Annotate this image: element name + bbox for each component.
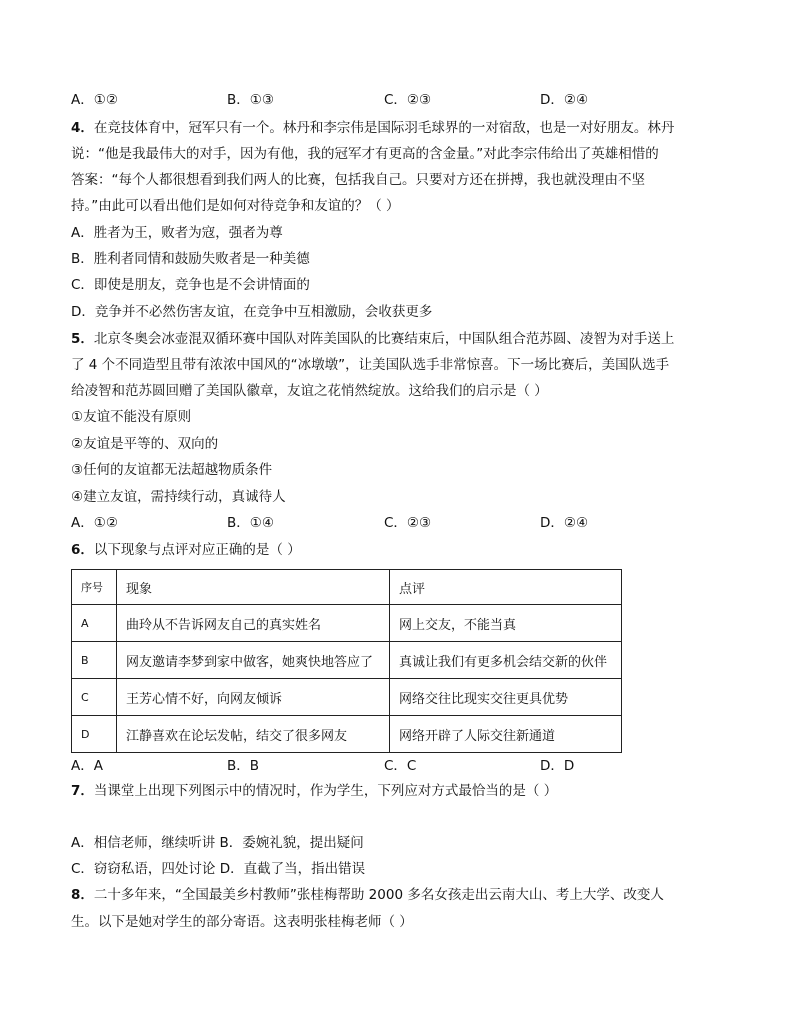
q8-number: 8．: [71, 887, 94, 903]
q6-option-a[interactable]: A．A: [71, 758, 103, 774]
header-cell-number: 序号: [72, 570, 117, 605]
row-phenomenon: 曲玲从不告诉网友自己的真实姓名: [117, 605, 390, 642]
q8-stem-line-2: 生。以下是她对学生的部分寄语。这表明张桂梅老师（ ）: [71, 914, 413, 930]
header-cell-comment: 点评: [390, 570, 622, 605]
q4-stem-line-3: 答案：“每个人都很想看到我们两人的比赛，包括我自己。只要对方还在拼搏，我也就没理由不坚: [71, 172, 645, 188]
row-label: C: [72, 679, 117, 716]
row-phenomenon: 王芳心情不好，向网友倾诉: [117, 679, 390, 716]
table-header-row: [72, 570, 622, 605]
q5-number: 5．: [71, 331, 94, 347]
row-comment: 网上交友，不能当真: [390, 605, 622, 642]
q4-option-a[interactable]: A．胜者为王，败者为寇，强者为尊: [71, 225, 283, 241]
q5-statement-4: ④建立友谊，需持续行动，真诚待人: [71, 489, 286, 505]
table-row: [72, 679, 622, 716]
q8-stem-line-1: 8．二十多年来，“全国最美乡村教师”张桂梅帮助 2000 多名女孩走出云南大山、考上大学、改变人: [71, 887, 664, 903]
q5-option-b[interactable]: B．①④: [227, 515, 274, 531]
q4-option-b[interactable]: B．胜利者同情和鼓励失败者是一种美德: [71, 251, 310, 267]
q3-option-a[interactable]: A．①②: [71, 92, 118, 108]
row-phenomenon: 江静喜欢在论坛发帖，结交了很多网友: [117, 716, 390, 753]
q3-option-c[interactable]: C．②③: [384, 92, 432, 108]
row-label: B: [72, 642, 117, 679]
q4-stem-line-1: 4．在竞技体育中，冠军只有一个。林丹和李宗伟是国际羽毛球界的一对宿敌，也是一对好朋友。林丹: [71, 120, 675, 136]
q7-number: 7．: [71, 783, 94, 799]
q5-option-c[interactable]: C．②③: [384, 515, 432, 531]
row-phenomenon: 网友邀请李梦到家中做客，她爽快地答应了: [117, 642, 390, 679]
row-comment: 真诚让我们有更多机会结交新的伙伴: [390, 642, 622, 679]
q5-stem-line-2: 了 4 个不同造型且带有浓浓中国风的“冰墩墩”，让美国队选手非常惊喜。下一场比赛后，美国队选手: [71, 357, 670, 373]
q5-statement-1: ①友谊不能没有原则: [71, 409, 192, 425]
q7-stem: 7．当课堂上出现下列图示中的情况时，作为学生，下列应对方式最恰当的是（ ）: [71, 783, 558, 799]
row-label: A: [72, 605, 117, 642]
q5-option-d[interactable]: D．②④: [540, 515, 589, 531]
row-comment: 网络开辟了人际交往新通道: [390, 716, 622, 753]
q5-statement-3: ③任何的友谊都无法超越物质条件: [71, 462, 273, 478]
q7-options-line-1[interactable]: A．相信老师，继续听讲 B．委婉礼貌，提出疑问: [71, 835, 364, 851]
q6-options: [71, 757, 731, 775]
q6-stem: 6．以下现象与点评对应正确的是（ ）: [71, 542, 301, 558]
q4-stem-line-2: 说：“他是我最伟大的对手，因为有他，我的冠军才有更高的含金量。”对此李宗伟给出了英雄相惜的: [71, 146, 659, 162]
q7-options-line-2[interactable]: C．窃窃私语，四处讨论 D．直截了当，指出错误: [71, 861, 366, 877]
table-row: [72, 642, 622, 679]
q3-option-d[interactable]: D．②④: [540, 92, 589, 108]
q3-options: [71, 91, 731, 109]
table-row: [72, 605, 622, 642]
q6-number: 6．: [71, 542, 94, 558]
row-comment: 网络交往比现实交往更具优势: [390, 679, 622, 716]
header-cell-phenomenon: 现象: [117, 570, 390, 605]
q4-option-c[interactable]: C．即使是朋友，竞争也是不会讲情面的: [71, 277, 310, 293]
row-label: D: [72, 716, 117, 753]
table-row: [72, 716, 622, 753]
q5-stem-line-1: 5．北京冬奥会冰壶混双循环赛中国队对阵美国队的比赛结束后，中国队组合范苏圆、凌智为对手送上: [71, 331, 675, 347]
q4-number: 4．: [71, 120, 94, 136]
q6-option-b[interactable]: B．B: [227, 758, 260, 774]
q5-stem-line-3: 给凌智和范苏圆回赠了美国队徽章，友谊之花悄然绽放。这给我们的启示是（ ）: [71, 383, 548, 399]
q4-stem-line-4: 持。”由此可以看出他们是如何对待竞争和友谊的？（ ）: [71, 198, 400, 214]
q6-option-c[interactable]: C．C: [384, 758, 417, 774]
q5-statement-2: ②友谊是平等的、双向的: [71, 436, 219, 452]
q4-option-d[interactable]: D．竞争并不必然伤害友谊，在竞争中互相激励，会收获更多: [71, 304, 433, 320]
q6-option-d[interactable]: D．D: [540, 758, 575, 774]
q5-options: [71, 514, 731, 532]
q6-table: [71, 569, 622, 753]
q3-option-b[interactable]: B．①③: [227, 92, 274, 108]
q5-option-a[interactable]: A．①②: [71, 515, 118, 531]
